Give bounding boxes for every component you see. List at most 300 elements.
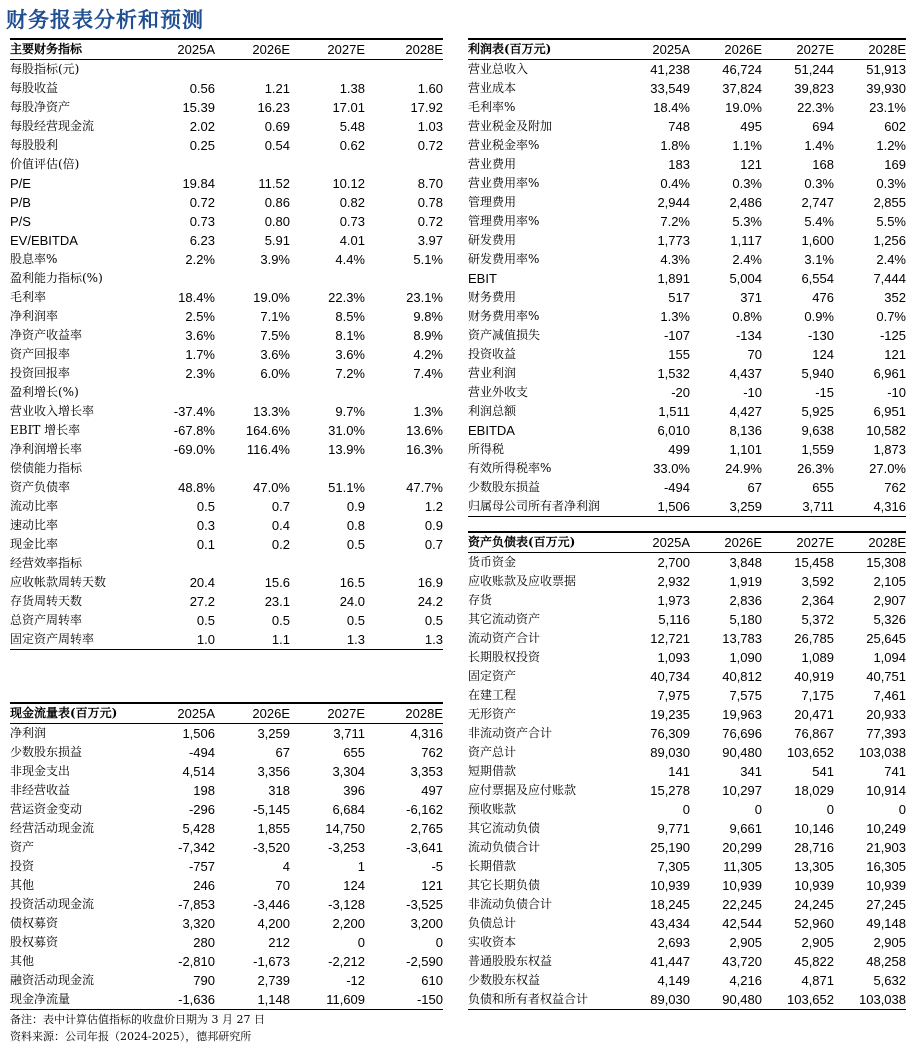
value-cell: 655 [343, 745, 365, 760]
value-cell: 5,428 [182, 821, 215, 836]
value-cell: -1,636 [140, 990, 215, 1010]
table-row [10, 876, 443, 895]
year-header-cell: 2025A [618, 39, 690, 60]
value-cell: 76,309 [650, 726, 690, 741]
value-cell: 116.4% [246, 442, 290, 457]
value-cell: 198 [193, 783, 215, 798]
value-cell: 5,925 [801, 404, 834, 419]
value-cell: 5,180 [729, 612, 762, 627]
value-cell [365, 60, 443, 80]
value-cell [365, 155, 443, 174]
table-row [10, 60, 443, 80]
table-row [10, 345, 443, 364]
value-cell: -67.8% [173, 423, 215, 438]
value-cell: 3,848 [729, 555, 762, 570]
value-cell: 7.2% [335, 366, 365, 381]
value-cell [290, 60, 365, 80]
table-row [10, 781, 443, 800]
value-cell: 15,278 [650, 783, 690, 798]
value-cell: 1,973 [657, 593, 690, 608]
value-cell: 762 [884, 480, 906, 495]
value-cell: 7,305 [657, 859, 690, 874]
value-cell: 6.0% [260, 366, 290, 381]
row-label: 每股经营现金流 [10, 119, 95, 133]
row-label: 融资活动现金流 [10, 973, 95, 987]
value-cell: 0.2 [271, 537, 290, 552]
value-cell: 7,575 [729, 688, 762, 703]
table-title-cell: 主要财务指标 [10, 39, 140, 60]
row-label: 营业成本 [468, 81, 517, 95]
value-cell: 20,933 [866, 707, 906, 722]
value-cell: 2.02 [189, 119, 215, 134]
row-label: 其它流动资产 [468, 612, 541, 626]
table-row [468, 478, 906, 497]
value-cell: -134 [735, 328, 762, 343]
value-cell: 90,480 [690, 990, 762, 1010]
table-row [468, 895, 906, 914]
value-cell: 0.4% [660, 176, 690, 191]
value-cell: 10,297 [722, 783, 762, 798]
row-label: 每股股利 [10, 138, 59, 152]
table-row [468, 136, 906, 155]
value-cell: 7.2% [660, 214, 690, 229]
value-cell: 1,094 [873, 650, 906, 665]
row-label: 管理费用 [468, 195, 517, 209]
row-label: 净利润增长率 [10, 442, 83, 456]
table-row [468, 591, 906, 610]
value-cell: 3,259 [257, 726, 290, 741]
value-cell: 15,308 [866, 555, 906, 570]
value-cell: -3,520 [253, 840, 290, 855]
value-cell: 0.72 [189, 195, 215, 210]
value-cell: 48.8% [178, 480, 215, 495]
value-cell: 13.6% [406, 423, 443, 438]
value-cell: 1.3 [365, 630, 443, 650]
value-cell: 10,249 [866, 821, 906, 836]
table-row [468, 572, 906, 591]
row-label: 固定资产周转率 [10, 630, 140, 650]
value-cell: 121 [884, 347, 906, 362]
row-label: 资产减值损失 [468, 328, 541, 342]
table-row [468, 914, 906, 933]
value-cell: 3,259 [690, 497, 762, 517]
value-cell: 0.5 [346, 537, 365, 552]
row-label: 短期借款 [468, 764, 517, 778]
value-cell: 1.8% [660, 138, 690, 153]
row-label: 投资活动现金流 [10, 897, 95, 911]
value-cell: 51,913 [866, 62, 906, 77]
value-cell: 1,090 [729, 650, 762, 665]
value-cell: 10,914 [866, 783, 906, 798]
row-label: EBITDA [468, 423, 515, 438]
value-cell: 3,711 [762, 497, 834, 517]
value-cell: 47.0% [253, 480, 290, 495]
value-cell [290, 269, 365, 288]
table-row [468, 610, 906, 629]
value-cell: 4 [282, 859, 290, 874]
value-cell: 2,200 [332, 916, 365, 931]
table-row [10, 819, 443, 838]
row-label: 毛利率% [468, 100, 516, 114]
row-label: 应收账款及应收票据 [468, 574, 577, 588]
row-label: 每股净资产 [10, 100, 71, 114]
row-label: 其他 [10, 878, 35, 892]
value-cell: -3,525 [406, 897, 443, 912]
value-cell: 3,353 [410, 764, 443, 779]
table-row [468, 838, 906, 857]
value-cell: 5.4% [804, 214, 834, 229]
value-cell: -1,673 [253, 954, 290, 969]
value-cell: -150 [365, 990, 443, 1010]
value-cell: 3.1% [804, 252, 834, 267]
value-cell: 40,812 [722, 669, 762, 684]
value-cell: 52,960 [794, 916, 834, 931]
value-cell: 48,258 [866, 954, 906, 969]
value-cell: 2,944 [657, 195, 690, 210]
table-row [468, 990, 906, 1010]
value-cell: 3.6% [185, 328, 215, 343]
value-cell: 0.62 [339, 138, 365, 153]
value-cell: 10,939 [866, 878, 906, 893]
value-cell: 20.4 [189, 575, 215, 590]
value-cell: 16.3% [406, 442, 443, 457]
value-cell: 23.1% [406, 290, 443, 305]
row-label: 净利润 [10, 726, 47, 740]
value-cell: 0 [357, 935, 365, 950]
row-label: 经营活动现金流 [10, 821, 95, 835]
value-cell: 1.1 [215, 630, 290, 650]
value-cell: 0.72 [417, 214, 443, 229]
value-cell: 1.7% [185, 347, 215, 362]
value-cell: -12 [346, 973, 365, 988]
value-cell: 0.5 [424, 613, 443, 628]
table-row [10, 800, 443, 819]
row-label: 财务费用率% [468, 309, 540, 323]
value-cell [365, 269, 443, 288]
year-header-cell: 2027E [762, 39, 834, 60]
table-row [10, 79, 443, 98]
table-row [468, 553, 906, 573]
row-label: 负债总计 [468, 916, 517, 930]
table-row [10, 98, 443, 117]
value-cell: 14,750 [325, 821, 365, 836]
value-cell: 28,716 [794, 840, 834, 855]
row-label: 负债和所有者权益合计 [468, 990, 618, 1010]
value-cell: 124 [343, 878, 365, 893]
table-row [10, 307, 443, 326]
value-cell: 4.3% [660, 252, 690, 267]
row-label: 营业费用率% [468, 176, 540, 190]
value-cell: 15,458 [794, 555, 834, 570]
value-cell: 7.5% [260, 328, 290, 343]
value-cell [215, 459, 290, 478]
value-cell: 70 [747, 347, 762, 362]
value-cell [290, 155, 365, 174]
value-cell: 748 [668, 119, 690, 134]
value-cell: 3,304 [332, 764, 365, 779]
value-cell: 103,652 [787, 745, 834, 760]
year-header-cell: 2027E [290, 703, 365, 724]
value-cell: 396 [343, 783, 365, 798]
table-row [10, 990, 443, 1010]
year-header-cell: 2027E [762, 532, 834, 553]
value-cell: 7.1% [260, 309, 290, 324]
value-cell [215, 269, 290, 288]
table-row [468, 79, 906, 98]
value-cell: 0 [898, 802, 906, 817]
value-cell: 5,116 [658, 612, 690, 627]
income-statement-panel [468, 38, 906, 517]
value-cell: 0.73 [339, 214, 365, 229]
value-cell: 1 [357, 859, 365, 874]
table-row [468, 326, 906, 345]
value-cell: 0.54 [264, 138, 290, 153]
value-cell: 0 [826, 802, 834, 817]
value-cell: -296 [188, 802, 215, 817]
value-cell: 13,305 [794, 859, 834, 874]
footnote-valuation-date: 备注：表中计算估值指标的收盘价日期为 3 月 27 日 [10, 1013, 265, 1026]
value-cell: 10,939 [650, 878, 690, 893]
value-cell: 22.3% [328, 290, 365, 305]
value-cell: 1.2% [876, 138, 906, 153]
value-cell: 0.3% [804, 176, 834, 191]
value-cell: 1,089 [801, 650, 834, 665]
table-row [468, 440, 906, 459]
value-cell: 5,372 [801, 612, 834, 627]
year-header-cell: 2025A [618, 532, 690, 553]
table-row [10, 933, 443, 952]
table-title-cell: 现金流量表(百万元) [10, 703, 140, 724]
table-row [468, 307, 906, 326]
value-cell: 1,919 [729, 574, 762, 589]
row-label: EV/EBITDA [10, 233, 78, 248]
value-cell: 3,356 [257, 764, 290, 779]
year-header-cell: 2025A [140, 39, 215, 60]
value-cell: 4.2% [413, 347, 443, 362]
value-cell: 2,905 [873, 935, 906, 950]
value-cell: 51.1% [328, 480, 365, 495]
value-cell: 0.73 [189, 214, 215, 229]
value-cell: -3,446 [253, 897, 290, 912]
value-cell: 27.2 [189, 594, 215, 609]
table-row [10, 231, 443, 250]
row-label: 股权募资 [10, 935, 59, 949]
value-cell: 246 [193, 878, 215, 893]
cash-flow-panel [10, 702, 443, 1010]
value-cell: 4.01 [339, 233, 365, 248]
row-label: 非流动资产合计 [468, 726, 553, 740]
value-cell: 7,175 [801, 688, 834, 703]
value-cell: 22.3% [797, 100, 834, 115]
row-label: 长期借款 [468, 859, 517, 873]
value-cell: 40,751 [866, 669, 906, 684]
value-cell: 16.5 [339, 575, 365, 590]
value-cell: 5.91 [264, 233, 290, 248]
table-row [468, 269, 906, 288]
value-cell: 18.4% [653, 100, 690, 115]
value-cell: 212 [268, 935, 290, 950]
table-row [10, 383, 443, 402]
value-cell: 0.5 [346, 613, 365, 628]
value-cell: -3,128 [328, 897, 365, 912]
table-row [10, 212, 443, 231]
value-cell: 37,824 [722, 81, 762, 96]
value-cell: 2.4% [732, 252, 762, 267]
value-cell: 1.1% [732, 138, 762, 153]
value-cell: 13.3% [253, 404, 290, 419]
row-label: 投资回报率 [10, 366, 71, 380]
row-label: 营业收入增长率 [10, 404, 95, 418]
table-row [468, 250, 906, 269]
row-label: P/S [10, 214, 31, 229]
value-cell: 6.23 [189, 233, 215, 248]
table-header-row [10, 703, 443, 724]
value-cell: 18,245 [650, 897, 690, 912]
value-cell: -15 [815, 385, 834, 400]
value-cell: 11,305 [723, 859, 762, 874]
row-label: 流动资产合计 [468, 631, 541, 645]
value-cell: 49,148 [866, 916, 906, 931]
value-cell [215, 554, 290, 573]
value-cell: 40,734 [650, 669, 690, 684]
value-cell: 1,559 [801, 442, 834, 457]
row-label: 速动比率 [10, 518, 59, 532]
value-cell: 2,855 [873, 195, 906, 210]
table-row [468, 933, 906, 952]
table-row [10, 497, 443, 516]
table-row [468, 971, 906, 990]
value-cell: 0.80 [264, 214, 290, 229]
value-cell: 103,652 [762, 990, 834, 1010]
value-cell: 4,514 [182, 764, 215, 779]
table-row [10, 250, 443, 269]
row-label: 净利润率 [10, 309, 59, 323]
value-cell: 9.7% [335, 404, 365, 419]
table-row [10, 155, 443, 174]
table-row [468, 193, 906, 212]
value-cell: 9.8% [413, 309, 443, 324]
value-cell: 0.5 [271, 613, 290, 628]
value-cell: 40,919 [794, 669, 834, 684]
row-label: 所得税 [468, 442, 505, 456]
value-cell: 31.0% [328, 423, 365, 438]
row-label: 营业利润 [468, 366, 517, 380]
table-row [468, 629, 906, 648]
value-cell: -10 [887, 385, 906, 400]
value-cell: 15.39 [182, 100, 215, 115]
row-label: 归属母公司所有者净利润 [468, 497, 618, 517]
value-cell: 0.7 [424, 537, 443, 552]
value-cell: 2.3% [185, 366, 215, 381]
value-cell: 0.69 [264, 119, 290, 134]
row-label: 管理费用率% [468, 214, 540, 228]
table-row [468, 743, 906, 762]
value-cell: 8,136 [729, 423, 762, 438]
table-row [10, 516, 443, 535]
table-header-row [468, 532, 906, 553]
value-cell: 1,873 [873, 442, 906, 457]
value-cell: 1.4% [804, 138, 834, 153]
row-label: 利润总额 [468, 404, 517, 418]
value-cell: 24.2 [417, 594, 443, 609]
value-cell: 22,245 [722, 897, 762, 912]
value-cell: 8.9% [413, 328, 443, 343]
value-cell: 0.9% [804, 309, 834, 324]
value-cell: 6,684 [332, 802, 365, 817]
value-cell: 43,720 [722, 954, 762, 969]
table-row [468, 60, 906, 80]
value-cell: 0.5 [196, 499, 215, 514]
row-label: 非现金支出 [10, 764, 71, 778]
value-cell: -125 [879, 328, 906, 343]
year-header-cell: 2028E [834, 532, 906, 553]
value-cell: 2,364 [801, 593, 834, 608]
value-cell: 0 [435, 935, 443, 950]
value-cell: 1.3 [290, 630, 365, 650]
row-label: 股息率% [10, 252, 58, 266]
value-cell: 16,305 [866, 859, 906, 874]
value-cell: 495 [740, 119, 762, 134]
value-cell: -2,810 [178, 954, 215, 969]
row-label: 长期股权投资 [468, 650, 541, 664]
row-label: 营业费用 [468, 157, 517, 171]
value-cell: 51,244 [794, 62, 834, 77]
value-cell: 10,146 [794, 821, 834, 836]
value-cell: 121 [421, 878, 443, 893]
value-cell: 1.38 [339, 81, 365, 96]
value-cell: 19.0% [725, 100, 762, 115]
table-row [10, 535, 443, 554]
value-cell: 13.9% [328, 442, 365, 457]
row-label: 资产总计 [468, 745, 517, 759]
row-label: 经营效率指标 [10, 556, 83, 570]
value-cell: 0.3% [732, 176, 762, 191]
value-cell: -7,853 [178, 897, 215, 912]
value-cell: 0.82 [339, 195, 365, 210]
cash-flow-table [10, 702, 443, 1010]
row-label: 存货周转天数 [10, 594, 83, 608]
value-cell: 790 [193, 973, 215, 988]
row-label: 资产负债率 [10, 480, 71, 494]
value-cell: 7,975 [657, 688, 690, 703]
row-label: 普通股股东权益 [468, 954, 553, 968]
value-cell: 1.3% [413, 404, 443, 419]
value-cell: 0.4 [271, 518, 290, 533]
table-row [468, 174, 906, 193]
value-cell: 318 [268, 783, 290, 798]
value-cell: 33.0% [653, 461, 690, 476]
value-cell: 5.5% [876, 214, 906, 229]
value-cell: 2,905 [801, 935, 834, 950]
value-cell: 2.5% [185, 309, 215, 324]
table-row [10, 630, 443, 650]
value-cell: 1.2 [424, 499, 443, 514]
value-cell: 90,480 [722, 745, 762, 760]
value-cell: 168 [812, 157, 834, 172]
value-cell: -10 [743, 385, 762, 400]
table-row [10, 326, 443, 345]
row-label: 营运资金变动 [10, 802, 83, 816]
row-label: 其它流动负债 [468, 821, 541, 835]
value-cell: -20 [671, 385, 690, 400]
table-row [468, 402, 906, 421]
value-cell: 76,696 [722, 726, 762, 741]
value-cell: 43,434 [650, 916, 690, 931]
value-cell: 20,471 [794, 707, 834, 722]
table-title-cell: 利润表(百万元) [468, 39, 618, 60]
table-row [468, 155, 906, 174]
value-cell: 5,632 [873, 973, 906, 988]
